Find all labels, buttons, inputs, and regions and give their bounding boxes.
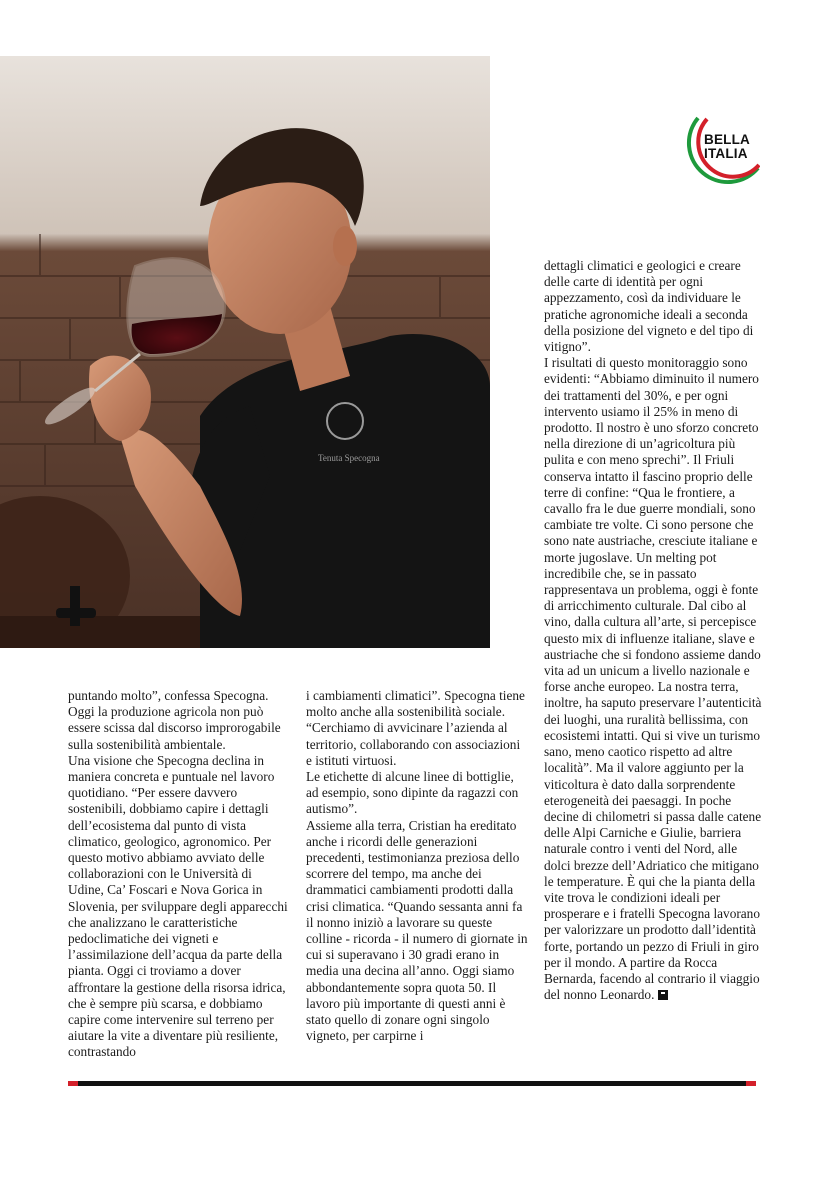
winemaker-photo (0, 56, 490, 648)
shirt-print-text: Tenuta Specogna (318, 453, 380, 463)
footer-rule-accent-right (746, 1081, 756, 1086)
article-column-3 (544, 258, 766, 1003)
hero-photo (0, 56, 490, 648)
footer-rule-accent-left (68, 1081, 78, 1086)
logo-wordmark (704, 133, 764, 161)
end-of-article-icon (658, 990, 668, 1000)
footer-rule (68, 1081, 756, 1086)
article-column-2: i cambiamenti climatici”. Specogna tiene molto anche alla sostenibilità sociale. “Cerchiamo di avvicinare l’azienda al territorio, collaborando con associazioni e istituti virtuosi. Le etichette di alcune linee di bottiglie, ad esempio, sono dipinte da ragazzi con autismo”. Assieme alla terra, Cristian ha ereditato anche i ricordi delle generazioni precedenti, testimonianza preziosa dello scorrere del tempo, ma anche dei drammatici cambiamenti prodotti dalla crisi climatica. “Quando sessanta anni fa il nonno iniziò a lavorare su queste colline - ricorda - il numero di giornate in cui si superavano i 30 gradi erano in media una decina all’anno. Oggi siamo abbondantemente sopra quota 50. Il lavoro più importante di questi anni è stato quello di zonare ogni singolo vigneto, per carpirne i (306, 688, 528, 1044)
article-column-1: puntando molto”, confessa Specogna. Oggi la produzione agricola non può essere scissa dal discorso improrogabile sulla sostenibilità ambientale. Una visione che Specogna declina in maniera concreta e puntuale nel lavoro quotidiano. “Per essere davvero sostenibili, dobbiamo capire i dettagli dell’ecosistema dal punto di vista climatico, geologico, agronomico. Per questo motivo abbiamo avviato delle collaborazioni con le Università di Udine, Ca’ Foscari e Nova Gorica in Slovenia, per sviluppare degli apparecchi che analizzano le caratteristiche pedoclimatiche dei vigneti e l’assimilazione dell’acqua da parte della pianta. Oggi ci troviamo a dover affrontare la gestione della risorsa idrica, che è sempre più scarsa, e dobbiamo capire come intervenire sul terreno per aiutare la vite a diventare più resiliente, contrastando (68, 688, 288, 1060)
logo-line-1: BELLA (704, 132, 750, 147)
article-column-3-text: dettagli climatici e geologici e creare delle carte di identità per ogni appezzamento, così da individuare le pratiche agronomiche ideali a seconda della posizione del vigneto e del tipo di vitigno”. I risultati di questo monitoraggio sono evidenti: “Abbiamo diminuito il numero dei trattamenti del 30%, e per ogni intervento usiamo il 25% in meno di prodotto. Il nostro è uno sforzo concreto nella direzione di un’agricoltura più pulita e con meno sprechi”. Il Friuli conserva intatto il fascino proprio delle terre di confine: “Qua le frontiere, a cavallo fra le due guerre mondiali, sono cambiate tre volte. Ci sono persone che sono nate austriache, cresciute italiane e morte jugoslave. Un melting pot incredibile che, se in passato rappresentava un problema, oggi è fonte di arricchimento culturale. Dal cibo al vino, dalla cultura all’arte, si percepisce questo mix di influenze italiane, slave e austriache che si fondono assieme dando vita ad un unicum a livello nazionale e forse anche europeo. La nostra terra, inoltre, ha saputo preservare l’autenticità dei luoghi, una ruralità bellissima, con ecosistemi intatti. Qui si vive un turismo sano, meno caotico rispetto ad altre località”. Ma il valore aggiunto per la viticoltura è dato dalla sorprendente eterogeneità dei paesaggi. In poche decine di chilometri si passa dalle catene delle Alpi Carniche e Giulie, barriera naturale contro i venti del Nord, alle dolci brezze dell’Adriatico che mitigano le temperature. È qui che la pianta della vite trova le condizioni ideali per prosperare e i fratelli Specogna lavorano per valorizzare un prodotto dall’identità forte, portando un pezzo di Friuli in giro per il mondo. A partire da Rocca Bernarda, facendo al contrario il viaggio del nonno Leonardo. (544, 258, 762, 1003)
logo-line-2: ITALIA (704, 146, 748, 161)
